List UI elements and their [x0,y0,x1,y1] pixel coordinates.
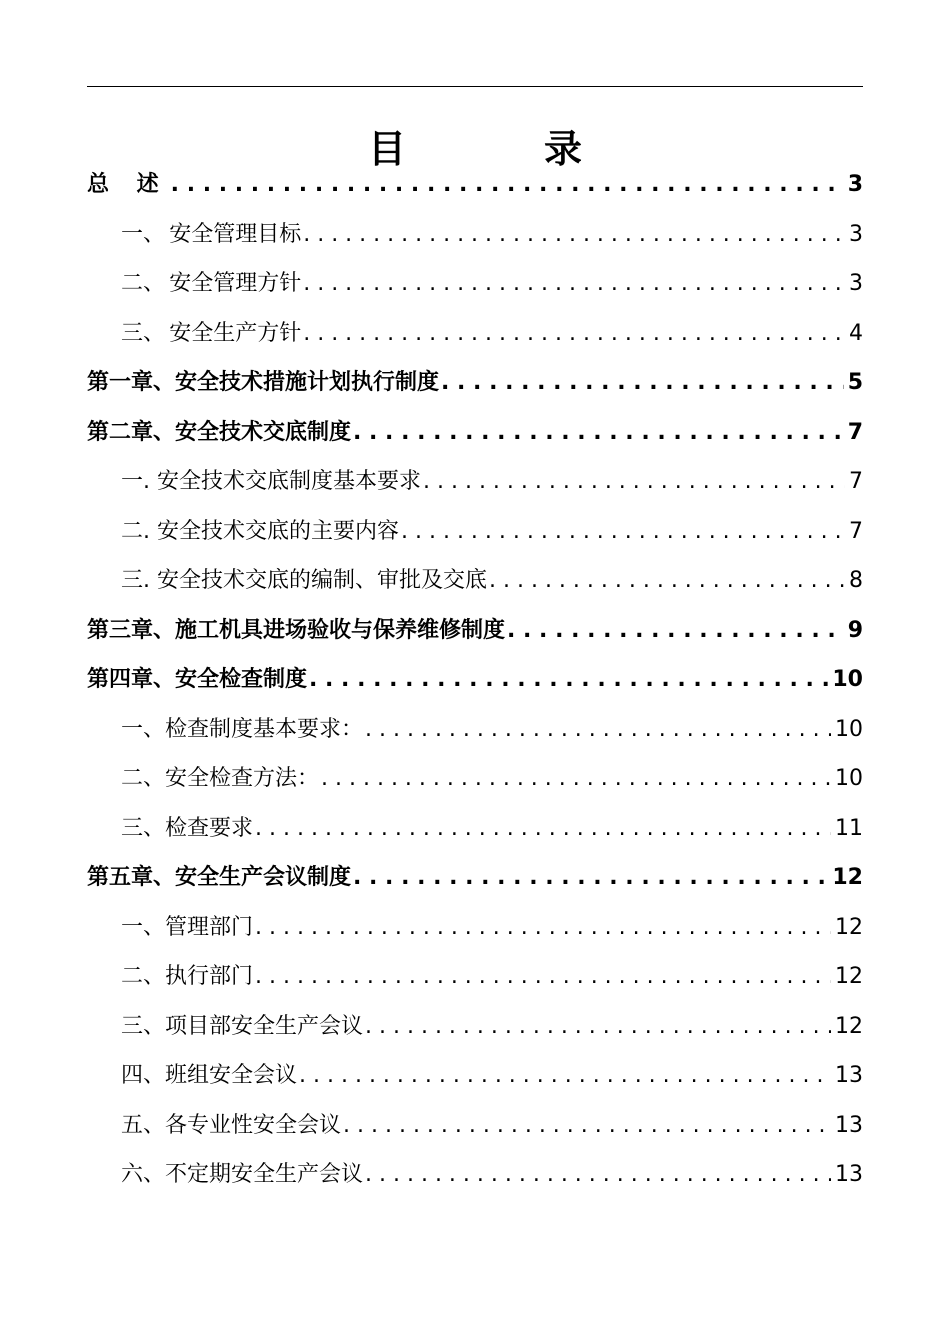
toc-entry-number: 三、 [121,320,166,346]
toc-entry-overview[interactable] [87,160,863,210]
toc-dot-leader [303,309,845,359]
toc-page-number: 13 [835,1112,863,1138]
toc-dot-leader [441,358,844,408]
toc-entry-label: 五、各专业性安全会议 [121,1112,342,1138]
toc-page-number: 3 [849,271,863,296]
toc-page-number: 9 [847,617,863,643]
toc-dot-leader [309,655,828,705]
toc-entry-label: 二、安全检查方法： [121,766,320,791]
toc-page-number: 13 [835,1162,863,1187]
toc-dot-leader [255,804,831,854]
toc-entry-safety-goals[interactable] [87,210,863,260]
toc-dot-leader [365,1150,831,1200]
toc-entry-label: 二、执行部门 [121,964,254,989]
header-rule [87,86,863,87]
toc-entry-chapter-4-section-1[interactable] [87,705,863,755]
toc-page-number: 13 [835,1063,863,1088]
toc-entry-chapter-5-section-4[interactable] [87,1051,863,1101]
toc-page-number: 3 [849,221,863,247]
toc-entry-label: 安全管理方针 [169,271,302,296]
toc-entry-chapter-3[interactable] [87,606,863,656]
toc-entry-label: 第一章、安全技术措施计划执行制度 [87,370,440,395]
toc-entry-chapter-5[interactable] [87,853,863,903]
toc-entry-label: 安全管理目标 [169,221,302,247]
toc-page-number: 7 [849,518,863,544]
toc-entry-chapter-1[interactable] [87,358,863,408]
toc-entry-label: 一. 安全技术交底制度基本要求 [121,469,421,494]
toc-entry-label: 三、检查要求 [121,815,254,841]
toc-entry-number: 二、 [121,271,166,296]
toc-entry-label: 第四章、安全检查制度 [87,667,308,692]
toc-page-number: 10 [832,667,863,692]
toc-page-number: 12 [835,914,863,940]
toc-entry-label: 四、班组安全会议 [121,1063,298,1088]
toc-entry-label: 第三章、施工机具进场验收与保养维修制度 [87,617,506,643]
toc-page-number: 7 [849,469,863,494]
toc-dot-leader [365,705,831,755]
toc-dot-leader [303,210,845,260]
toc-entry-label: 二. 安全技术交底的主要内容 [121,518,399,544]
toc-page-number: 8 [849,568,863,593]
toc-entry-label: 安全生产方针 [169,320,302,346]
toc-entry-chapter-5-section-2[interactable] [87,952,863,1002]
toc-page-number: 10 [835,716,863,742]
toc-dot-leader [343,1101,831,1151]
toc-dot-leader [321,754,831,804]
table-of-contents [87,160,863,1200]
toc-entry-chapter-4[interactable] [87,655,863,705]
toc-page-number: 7 [847,419,863,445]
toc-entry-chapter-4-section-2[interactable] [87,754,863,804]
toc-dot-leader [171,160,844,210]
toc-entry-label: 总 述 [87,172,169,197]
toc-page-number: 12 [835,1013,863,1039]
toc-entry-label: 第二章、安全技术交底制度 [87,419,352,445]
toc-entry-chapter-2-section-2[interactable] [87,507,863,557]
toc-entry-chapter-2-section-3[interactable] [87,556,863,606]
toc-page-number: 11 [835,815,863,841]
toc-entry-chapter-4-section-3[interactable] [87,804,863,854]
toc-dot-leader [255,903,831,953]
toc-entry-number: 一、 [121,221,166,247]
toc-entry-chapter-5-section-1[interactable] [87,903,863,953]
toc-dot-leader [255,952,831,1002]
toc-entry-safety-policy[interactable] [87,259,863,309]
toc-page-number: 12 [832,865,863,890]
toc-entry-label: 一、检查制度基本要求： [121,716,364,742]
toc-page-number: 10 [835,766,863,791]
toc-entry-label: 三. 安全技术交底的编制、审批及交底 [121,568,487,593]
toc-entry-production-policy[interactable] [87,309,863,359]
toc-dot-leader [299,1051,831,1101]
toc-entry-chapter-2[interactable] [87,408,863,458]
toc-dot-leader [401,507,845,557]
toc-dot-leader [353,408,844,458]
toc-entry-label: 第五章、安全生产会议制度 [87,865,352,890]
toc-page-number: 4 [849,320,863,346]
toc-entry-chapter-5-section-5[interactable] [87,1101,863,1151]
toc-entry-label: 三、项目部安全生产会议 [121,1013,364,1039]
toc-dot-leader [303,259,845,309]
toc-entry-chapter-2-section-1[interactable] [87,457,863,507]
toc-page-number: 3 [847,172,863,197]
toc-dot-leader [353,853,828,903]
toc-dot-leader [365,1002,831,1052]
toc-dot-leader [489,556,845,606]
toc-entry-chapter-5-section-6[interactable] [87,1150,863,1200]
toc-entry-label: 一、管理部门 [121,914,254,940]
toc-dot-leader [423,457,845,507]
toc-title: 目 录 [367,127,632,171]
toc-dot-leader [507,606,844,656]
toc-page-number: 5 [847,370,863,395]
toc-entry-chapter-5-section-3[interactable] [87,1002,863,1052]
toc-entry-label: 六、不定期安全生产会议 [121,1162,364,1187]
toc-page-number: 12 [835,964,863,989]
